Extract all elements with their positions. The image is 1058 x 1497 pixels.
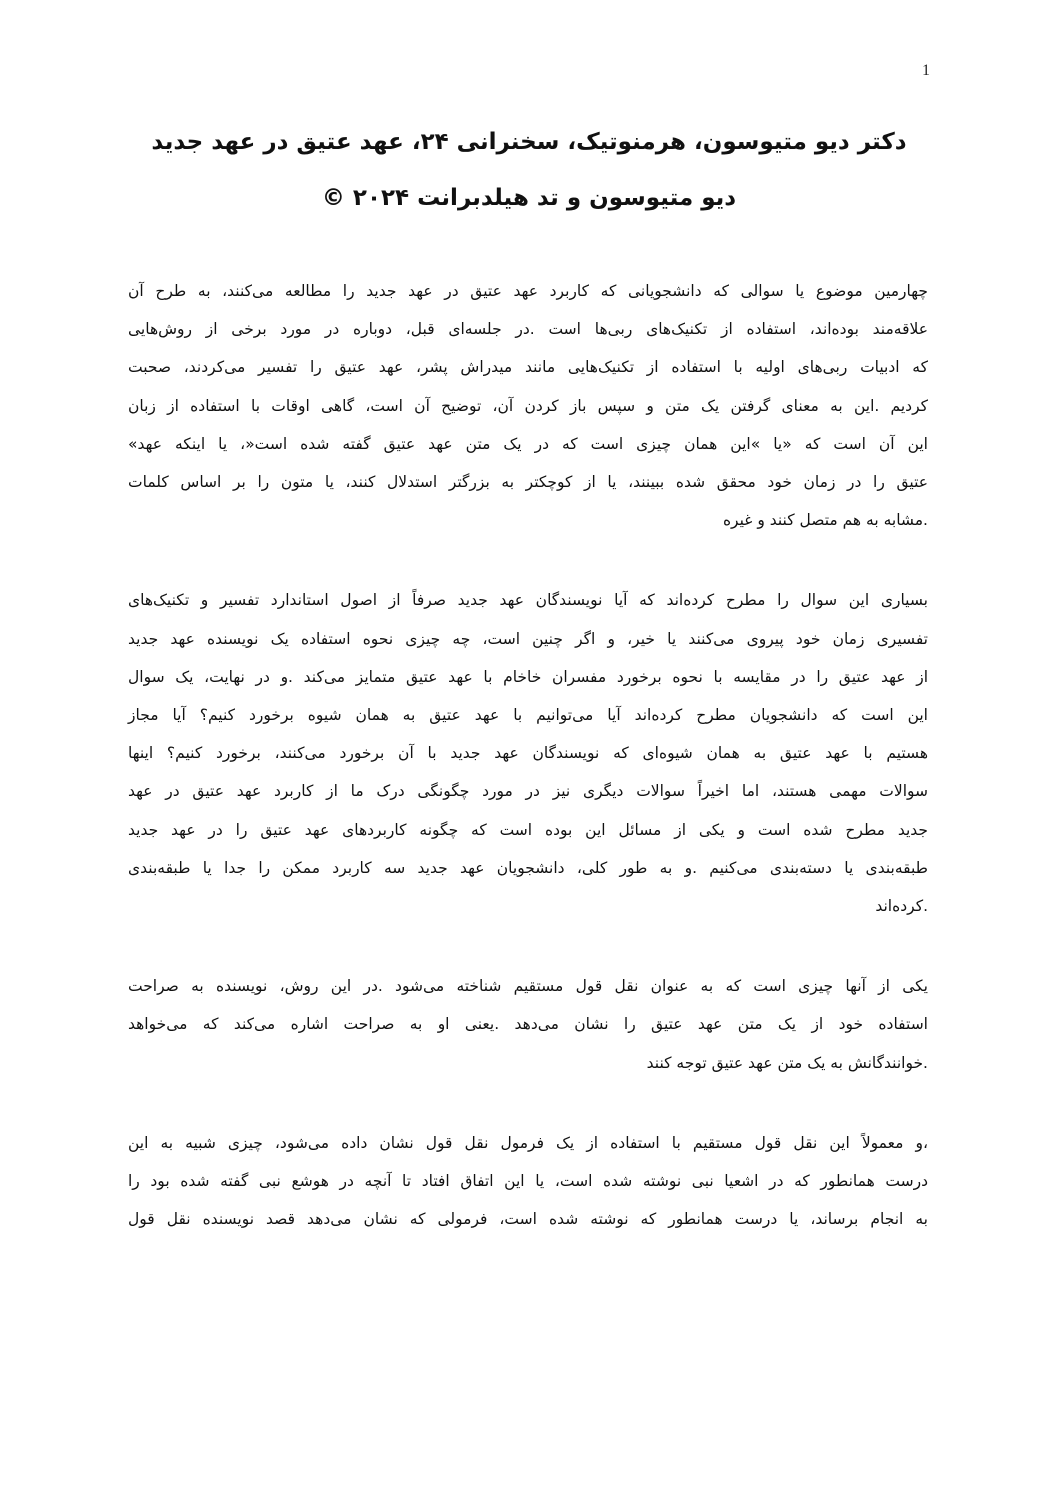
paragraph-line: یکی از آنها چیزی است که به عنوان نقل قول مستقیم شناخته می‌شود .در این روش، نویسنده به صراحت xyxy=(128,977,928,996)
paragraph-line: به انجام برساند، یا درست همانطور که نوشته شده است، فرمولی که نشان می‌دهد قصد نویسنده نقل قول xyxy=(128,1210,928,1229)
paragraph-line: استفاده خود از یک متن عهد عتیق را نشان می‌دهد .یعنی او به صراحت اشاره می‌کند که می‌خواهد xyxy=(128,1015,928,1034)
paragraph-2 xyxy=(128,581,928,925)
page-number: 1 xyxy=(922,62,930,79)
paragraph-line: از عهد عتیق را در مقایسه با نحوه برخورد مفسران خاخام با عهد عتیق متمایز می‌کند .و در نهایت، یک سوال xyxy=(128,667,928,686)
paragraph-line: کردیم .این به معنای گرفتن یک متن و سپس باز کردن آن، توضیح آن است، گاهی اوقات با استفاده از زبان xyxy=(128,396,928,415)
paragraph-line: که ادبیات ربی‌های اولیه با استفاده از تکنیک‌هایی مانند میدراش پشر، عهد عتیق را تفسیر می‌کردند، صحبت xyxy=(128,358,928,377)
document-body xyxy=(128,272,928,1280)
paragraph-line: چهارمین موضوع یا سوالی که دانشجویانی که کاربرد عهد عتیق در عهد جدید را مطالعه می‌کنند، به طرح آن xyxy=(128,282,928,300)
title-line-1: دکتر دیو متیوسون، هرمنوتیک، سخنرانی ۲۴، عهد عتیق در عهد جدید xyxy=(151,129,907,155)
paragraph-line: .کرده‌اند xyxy=(875,897,928,916)
paragraph-line: درست همانطور که در اشعیا نبی نوشته شده است، یا این اتفاق افتاد تا آنچه در هوشع نبی گفته شده بود را xyxy=(128,1172,928,1191)
title-line-2: دیو متیوسون و تد هیلدبرانت ۲۰۲۴ © xyxy=(321,185,737,211)
paragraph-line: عتیق را در زمان خود محقق شده ببینند، یا از کوچکتر به بزرگتر استدلال کنند، یا متون را بر اساس کلمات xyxy=(128,473,928,492)
paragraph-line: این است که دانشجویان مطرح کرده‌اند آیا می‌توانیم با عهد عتیق به همان شیوه برخورد کنیم؟ آیا مجاز xyxy=(128,706,928,725)
paragraph-4 xyxy=(128,1124,928,1239)
paragraph-3 xyxy=(128,967,928,1082)
paragraph-line: .مشابه به هم متصل کنند و غیره xyxy=(722,511,928,530)
paragraph-line: هستیم با عهد عتیق به همان شیوه‌ای که نویسندگان عهد جدید با آن برخورد می‌کنند، برخورد کنیم؟ اینها xyxy=(128,744,928,763)
paragraph-line: این آن است که «یا »این همان چیزی است که در یک متن عهد عتیق گفته شده است«، یا اینکه عهد» xyxy=(128,434,928,453)
paragraph-line: ،و معمولاً این نقل قول مستقیم با استفاده از یک فرمول نقل قول نشان داده می‌شود، چیزی شبیه به این xyxy=(128,1133,928,1152)
paragraph-line: بسیاری این سوال را مطرح کرده‌اند که آیا نویسندگان عهد جدید صرفاً از اصول استاندارد تفسیر و تکنیک‌های xyxy=(128,591,928,610)
paragraph-1 xyxy=(128,272,928,539)
paragraph-line: جدید مطرح شده است و یکی از مسائل این بوده است که چگونه کاربردهای عهد عتیق را در عهد جدید xyxy=(128,820,928,839)
paragraph-line: سوالات مهمی هستند، اما اخیراً سوالات دیگری نیز در مورد چگونگی درک ما از کاربرد عهد عتیق در عهد xyxy=(128,782,928,801)
paragraph-line: طبقه‌بندی یا دسته‌بندی می‌کنیم .و به طور کلی، دانشجویان عهد جدید سه کاربرد ممکن را جدا یا طبقه‌بندی xyxy=(128,858,928,877)
paragraph-line: .خوانندگانش به یک متن عهد عتیق توجه کنند xyxy=(646,1053,928,1072)
document-title xyxy=(120,126,938,238)
paragraph-line: تفسیری زمان خود پیروی می‌کنند یا خیر، و اگر چنین است، چه چیزی نحوه استفاده یک نویسنده عهد جدید xyxy=(128,629,928,648)
paragraph-line: علاقه‌مند بوده‌اند، استفاده از تکنیک‌های ربی‌ها است .در جلسه‌ای قبل، دوباره در مورد برخی از روش‌هایی xyxy=(128,320,928,339)
